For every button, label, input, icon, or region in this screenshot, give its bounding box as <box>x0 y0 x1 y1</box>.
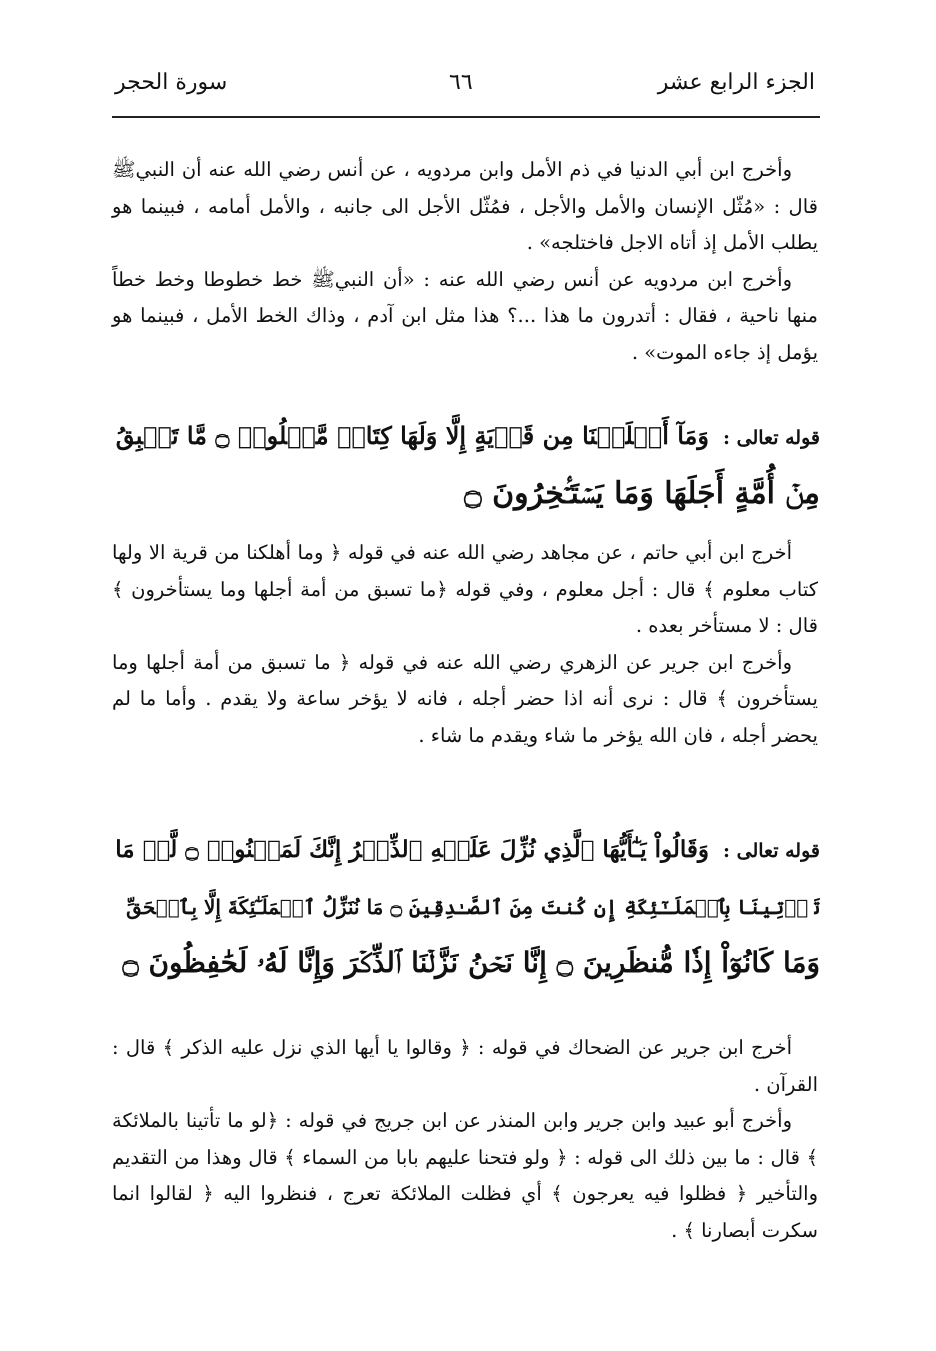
paragraph: أخرج ابن أبي حاتم ، عن مجاهد رضي الله عنه في قوله ﴿ وما أهلكنا من قرية الا ولها كتاب معلوم ﴾ قال : أجل معلوم ، وفي قوله ﴿ما تسبق من أمة أجلها وما يستأخرون ﴾ قال : لا مستأخر بعده . <box>112 541 818 637</box>
paragraph: وأخرج ابن مردويه عن أنس رضي الله عنه : «أن النبيﷺ خط خطوطا وخط خطاً منها ناحية ، فقال : أتدرون ما هذا ...؟ هذا مثل ابن آدم ، وذاك الخط الأمل ، فبينما هو يؤمل إذ جاءه الموت» . <box>112 267 818 364</box>
page-number: ٦٦ <box>449 70 473 95</box>
verse-line <box>106 822 820 879</box>
verse-label: قوله تعالى : <box>723 426 820 449</box>
part-title: الجزء الرابع عشر <box>657 70 815 95</box>
hadith-section-1 <box>112 152 818 371</box>
verse-line: وَمَا كَانُوٓاْ إِذٗا مُّنظَرِينَ ۝ إِنَّا نَحۡنُ نَزَّلۡنَا ٱلذِّكۡرَ وَإِنَّا لَهُۥ لَحَٰفِظُونَ ۝ <box>122 946 820 979</box>
verse-line <box>106 408 820 466</box>
verse-line: تَأۡتِينَا بِٱلۡمَلَـٰٓئِكَةِ إِن كُنتَ مِنَ ٱلصَّـٰدِقِينَ ۝ مَا نُنَزِّلُ ٱلۡمَلَـٰٓئِكَةَ إِلَّا بِٱلۡحَقِّ <box>126 895 820 919</box>
hadith-section-2 <box>112 535 818 754</box>
paragraph: وأخرج ابن أبي الدنيا في ذم الأمل وابن مردويه ، عن أنس رضي الله عنه أن النبيﷺ قال : «مُثّل الإنسان والأمل والأجل ، فمُثّل الأجل الى جانبه ، والأمل أمامه ، فبينما هو يطلب الأمل إذ أتاه الاجل فاختلجه» . <box>112 158 818 254</box>
quran-verse-block-1 <box>106 408 820 522</box>
header-divider <box>112 116 820 118</box>
verse-line: مِنۡ أُمَّةٍ أَجَلَهَا وَمَا يَسۡتَـٔۡخِرُونَ ۝ <box>464 475 820 511</box>
paragraph: وأخرج أبو عبيد وابن جرير وابن المنذر عن ابن جريج في قوله : ﴿لو ما تأتينا بالملائكة ﴾ قال : ما بين ذلك الى قوله : ﴿ ولو فتحنا عليهم بابا من السماء ﴾ قال وهذا من التقديم والتأخير ﴿ فظلوا فيه يعرجون ﴾ أي فظلت الملائكة تعرج ، فنظروا اليه ﴿ لقالوا انما سكرت أبصارنا ﴾ . <box>112 1109 818 1242</box>
verse-label: قوله تعالى : <box>723 840 820 862</box>
surah-title: سورة الحجر <box>115 70 228 95</box>
quran-verse-block-2 <box>106 822 820 991</box>
verse-text: وَقَالُواْ يَـٰٓأَيُّهَا ٱلَّذِي نُزِّلَ عَلَيۡهِ ٱلذِّكۡرُ إِنَّكَ لَمَجۡنُونٞ ۝ لَّوۡ مَا <box>115 836 709 863</box>
paragraph: وأخرج ابن جرير عن الزهري رضي الله عنه في قوله ﴿ ما تسبق من أمة أجلها وما يستأخرون ﴾ قال : نرى أنه اذا حضر أجله ، فانه لا يؤخر ساعة ولا يقدم . وأما ما لم يحضر أجله ، فان الله يؤخر ما شاء ويقدم ما شاء . <box>112 650 818 747</box>
verse-text: وَمَآ أَهۡلَكۡنَا مِن قَرۡيَةٍ إِلَّا وَلَهَا كِتَابٞ مَّعۡلُومٞ ۝ مَّا تَسۡبِقُ <box>115 421 709 450</box>
paragraph: أخرج ابن جرير عن الضحاك في قوله : ﴿ وقالوا يا أيها الذي نزل عليه الذكر ﴾ قال : القرآن . <box>112 1036 818 1096</box>
hadith-section-3 <box>112 1030 818 1249</box>
page-header <box>115 70 815 106</box>
